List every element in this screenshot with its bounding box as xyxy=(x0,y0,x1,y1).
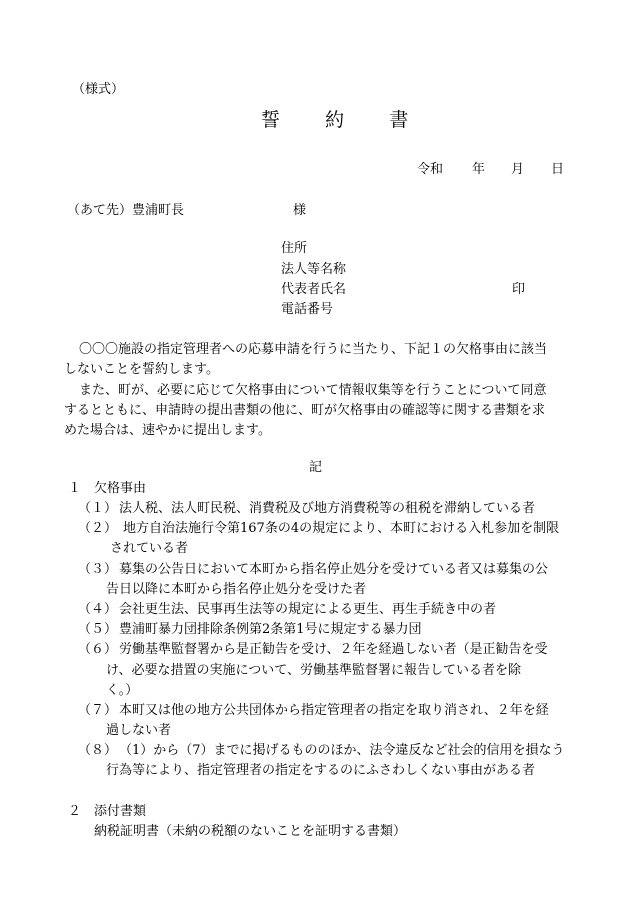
seal-mark: 印 xyxy=(512,282,526,297)
section2-heading: ２ 添付書類 xyxy=(68,804,147,819)
title-char-1: 誓 xyxy=(261,109,281,131)
field-representative-label: 代表者氏名 xyxy=(281,282,347,297)
body-p1-line1: 〇〇〇施設の指定管理者への応募申請を行うに当たり、下記１の欠格事由に該当 xyxy=(79,342,548,357)
body-p2-line3: めた場合は、速やかに提出します。 xyxy=(64,423,271,438)
section2-item: 納税証明書（未納の税額のないことを証明する書類） xyxy=(94,824,407,839)
date-year: 年 xyxy=(472,162,486,177)
document-title xyxy=(261,111,408,130)
item-3-number: （３） xyxy=(78,562,118,577)
body-p1-line2: しないことを誓約します。 xyxy=(64,362,219,377)
addressee-honorific: 様 xyxy=(293,203,307,218)
item-6-text-line3: く。） xyxy=(106,683,139,698)
date-month: 月 xyxy=(511,162,525,177)
item-2-text-line1: 地方自治法施行令第167条の4の規定により、本町における入札参加を制限 xyxy=(123,521,560,536)
body-p2-line2: するとともに、申請時の提出書類の他に、町が欠格事由の確認等に関する書類を求 xyxy=(64,403,546,418)
item-3-text-line1: 募集の公告日において本町から指名停止処分を受けている者又は募集の公 xyxy=(119,562,549,577)
item-7-number: （７） xyxy=(78,703,118,718)
form-label: （様式） xyxy=(72,82,125,97)
item-2-text-line2: されている者 xyxy=(110,541,189,556)
field-address-label: 住所 xyxy=(281,241,308,256)
item-1-number: （１） xyxy=(78,501,118,516)
ki-marker: 記 xyxy=(309,460,323,475)
item-7-text-line2: 過しない者 xyxy=(106,723,172,738)
item-8-number: （８） xyxy=(78,743,118,758)
field-corp-name-label: 法人等名称 xyxy=(281,262,347,277)
item-8-text-line2: 行為等により、指定管理者の指定をするのにふさわしくない事由がある者 xyxy=(106,763,536,778)
item-4-text: 会社更生法、民事再生法等の規定による更生、再生手続き中の者 xyxy=(119,602,497,617)
item-5-text: 豊浦町暴力団排除条例第2条第1号に規定する暴力団 xyxy=(119,622,422,637)
item-7-text-line1: 本町又は他の地方公共団体から指定管理者の指定を取り消され、２年を経 xyxy=(119,703,549,718)
date-era: 令和 xyxy=(417,162,444,177)
body-p2-line1: また、町が、必要に応じて欠格事由について情報収集等を行うことについて同意 xyxy=(79,383,547,398)
title-char-2: 約 xyxy=(325,109,345,131)
item-4-number: （４） xyxy=(78,602,118,617)
title-char-3: 書 xyxy=(389,109,409,131)
item-1-text: 法人税、法人町民税、消費税及び地方消費税等の租税を滞納している者 xyxy=(119,501,536,516)
item-6-text-line1: 労働基準監督署から是正勧告を受け、２年を経過しない者（是正勧告を受 xyxy=(119,642,548,657)
field-phone-label: 電話番号 xyxy=(281,302,334,317)
item-6-number: （６） xyxy=(78,642,118,657)
item-5-number: （５） xyxy=(78,622,118,637)
date-day: 日 xyxy=(551,162,565,177)
section1-heading: １ 欠格事由 xyxy=(68,481,147,496)
addressee: （あて先）豊浦町長 xyxy=(67,203,185,218)
item-3-text-line2: 告日以降に本町から指名停止処分を受けた者 xyxy=(106,582,367,597)
item-8-text-line1: （1）から（7）までに掲げるもののほか、法令違反など社会的信用を損なう xyxy=(119,743,565,758)
item-6-text-line2: け、必要な措置の実施について、労働基準監督署に報告している者を除 xyxy=(106,663,521,678)
item-2-number: （２） xyxy=(78,521,118,536)
